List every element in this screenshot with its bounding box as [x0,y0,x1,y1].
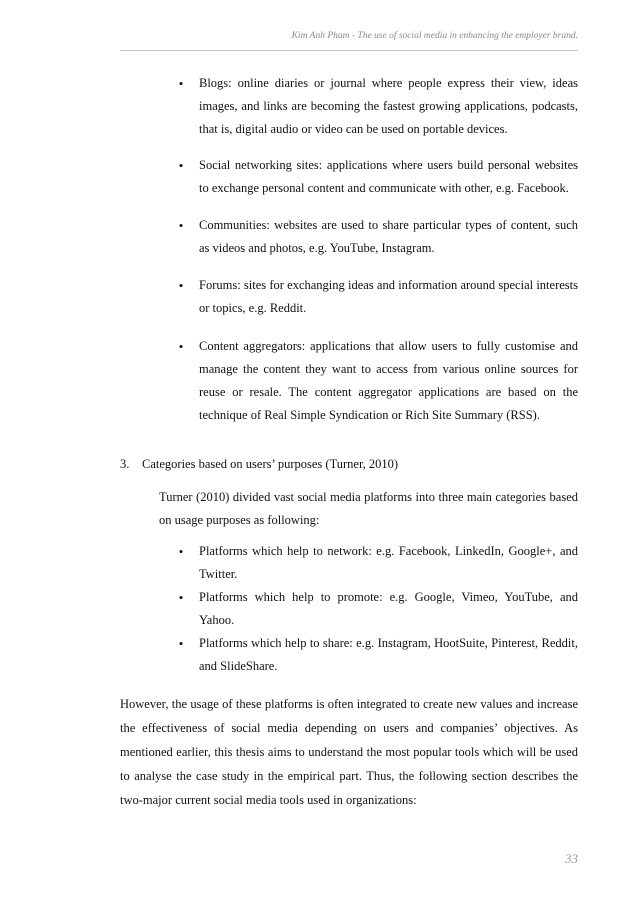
section-heading [120,453,578,476]
bullet-icon: • [178,590,184,605]
header-divider [120,50,578,51]
bullet-icon: • [178,278,184,293]
list-item-text: Platforms which help to promote: e.g. Google, Vimeo, YouTube, and Yahoo. [199,590,578,627]
running-header: Kim Anh Pham - The use of social media in enhancing the employer brand. [291,31,578,41]
bullet-icon: • [178,158,184,173]
list-item-text: Platforms which help to share: e.g. Instagram, HootSuite, Pinterest, Reddit, and SlideShare. [199,636,578,673]
section-heading-text: Categories based on users’ purposes (Turner, 2010) [142,457,399,471]
closing-paragraph: However, the usage of these platforms is often integrated to create new values and increase the effectiveness of social media depending on users and companies’ objectives. As mentioned earlier, this thesis aims to understand the most popular tools which will be used to analyse the case study in the empirical part. Thus, the following section describes the two-major current social media tools used in organizations: [120,697,578,807]
bullet-icon: • [178,218,184,233]
bullet-icon: • [178,636,184,651]
page-number: 33 [565,851,578,866]
bullet-icon: • [178,76,184,91]
list-item-text: Platforms which help to network: e.g. Facebook, LinkedIn, Google+, and Twitter. [199,544,578,581]
list-item-text: Content aggregators: applications that allow users to fully customise and manage the content they want to access from various online sources for reuse or resale. The content aggregator applications are based on the technique of Real Simple Syndication or Rich Site Summary (RSS). [199,339,578,422]
list-item-text: Communities: websites are used to share particular types of content, such as videos and photos, e.g. YouTube, Instagram. [199,218,578,255]
list-item-text: Blogs: online diaries or journal where people express their view, ideas images, and links are becoming the fastest growing applications, podcasts, that is, digital audio or video can be used on portable devices. [199,76,578,136]
section-intro: Turner (2010) divided vast social media platforms into three main categories based on usage purposes as following: [159,490,578,527]
list-item-text: Social networking sites: applications where users build personal websites to exchange personal content and communicate with other, e.g. Facebook. [199,158,578,195]
bullet-icon: • [178,339,184,354]
section-number: 3. [120,457,130,471]
list-item-text: Forums: sites for exchanging ideas and information around special interests or topics, e.g. Reddit. [199,278,578,315]
bullet-icon: • [178,544,184,559]
